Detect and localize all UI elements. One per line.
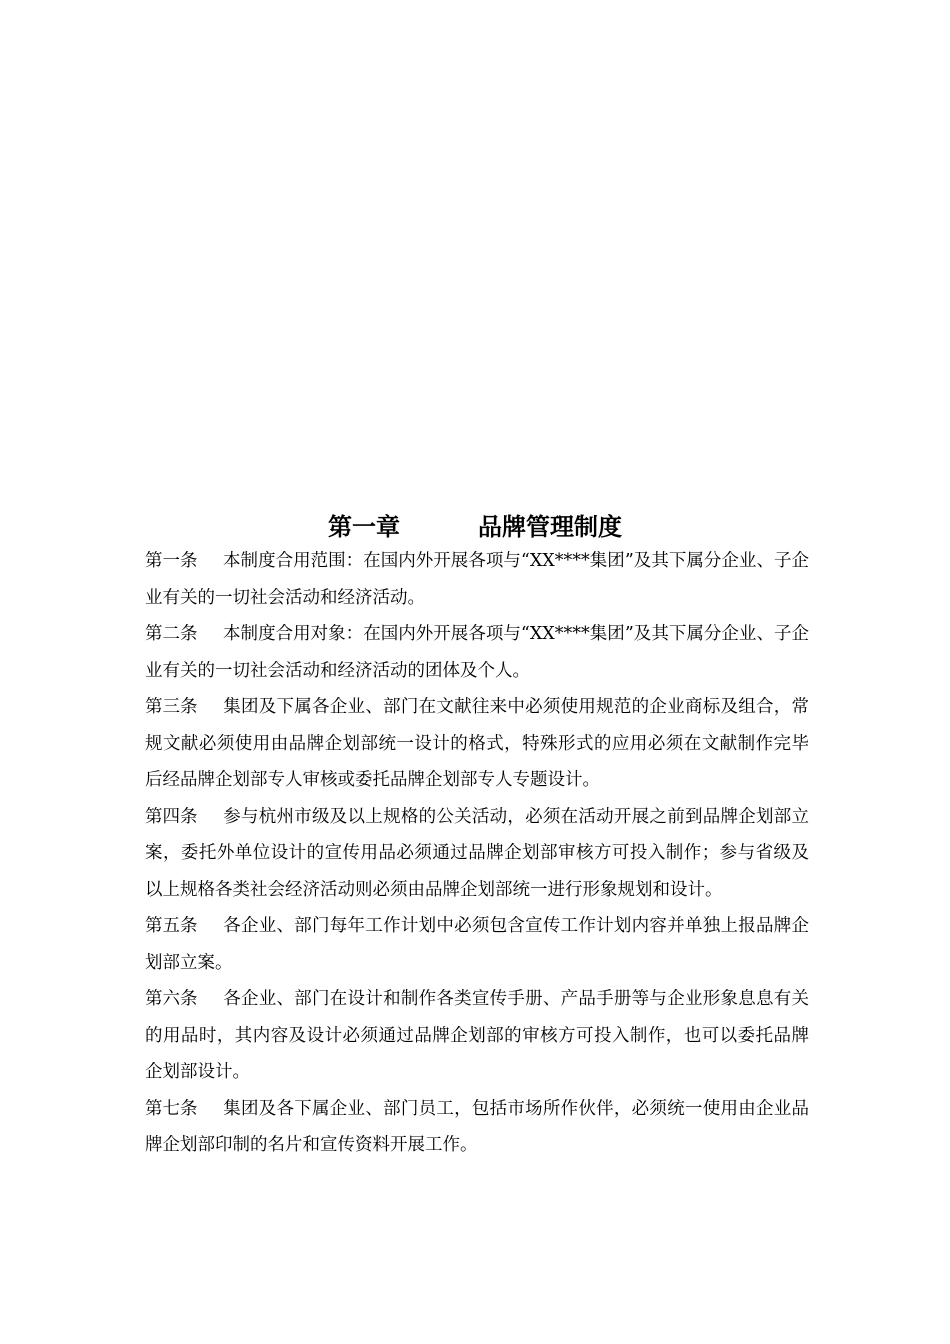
article-text: 本制度合用对象：在国内外开展各项与“XX****集团”及其下属分企业、子企业有关的一切社会活动和经济活动的团体及个人。 <box>145 624 809 681</box>
article-2 <box>145 616 809 689</box>
article-text: 参与杭州市级及以上规格的公关活动，必须在活动开展之前到品牌企划部立案，委托外单位设计的宣传用品必须通过品牌企划部审核方可投入制作；参与省级及以上规格各类社会经济活动则必须由品牌企划部统一进行形象规划和设计。 <box>145 806 809 900</box>
article-list <box>145 543 809 1164</box>
article-4 <box>145 799 809 909</box>
article-text: 集团及下属各企业、部门在文献往来中必须使用规范的企业商标及组合，常规文献必须使用由品牌企划部统一设计的格式，特殊形式的应用必须在文献制作完毕后经品牌企划部专人审核或委托品牌企划部专人专题设计。 <box>145 697 809 790</box>
article-number: 第一条 <box>145 551 198 571</box>
article-number: 第二条 <box>145 624 198 644</box>
chapter-title: 品牌管理制度 <box>478 513 622 542</box>
chapter-number: 第一章 <box>328 513 400 542</box>
article-number: 第五条 <box>145 916 198 936</box>
article-5 <box>145 908 809 981</box>
article-1 <box>145 543 809 616</box>
article-number: 第三条 <box>145 697 198 717</box>
article-text: 各企业、部门在设计和制作各类宣传手册、产品手册等与企业形象息息有关的用品时，其内容及设计必须通过品牌企划部的审核方可投入制作，也可以委托品牌企划部设计。 <box>145 989 809 1082</box>
chapter-heading <box>0 509 950 545</box>
article-number: 第四条 <box>145 806 198 827</box>
article-3 <box>145 689 809 799</box>
article-text: 本制度合用范围：在国内外开展各项与“XX****集团”及其下属分企业、子企业有关的一切社会活动和经济活动。 <box>145 551 809 608</box>
article-number: 第六条 <box>145 989 198 1009</box>
article-text: 集团及各下属企业、部门员工，包括市场所作伙伴，必须统一使用由企业品牌企划部印制的名片和宣传资料开展工作。 <box>145 1098 809 1155</box>
article-number: 第七条 <box>145 1098 198 1119</box>
article-6 <box>145 981 809 1091</box>
article-7 <box>145 1091 809 1164</box>
article-text: 各企业、部门每年工作计划中必须包含宣传工作计划内容并单独上报品牌企划部立案。 <box>145 916 809 973</box>
